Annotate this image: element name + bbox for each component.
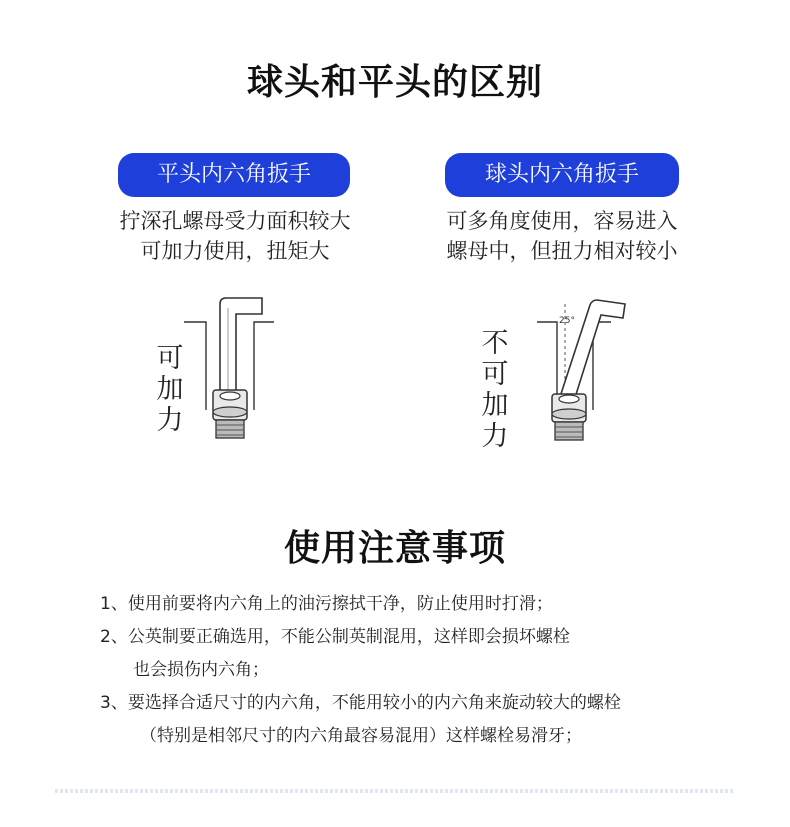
vertical-char: 力: [156, 405, 184, 436]
flat-head-description: [85, 206, 385, 266]
flat-head-desc-line1: 拧深孔螺母受力面积较大: [119, 209, 351, 233]
bolt-head-icon: [552, 394, 586, 440]
vertical-char: 力: [481, 421, 509, 452]
note-item-continuation: （特别是相邻尺寸的内六角最容易混用）这样螺栓易滑牙；: [140, 726, 582, 746]
usage-notes-list: [100, 588, 760, 753]
ball-head-desc-line2: 螺母中，但扭力相对较小: [446, 239, 678, 263]
hex-key-icon: [220, 298, 262, 398]
ball-head-desc-line1: 可多角度使用，容易进入: [446, 209, 678, 233]
vertical-char: 不: [481, 328, 509, 359]
vertical-char: 加: [481, 390, 509, 421]
angle-label: 25°: [559, 316, 575, 326]
ball-head-wrench-badge: 球头内六角扳手: [445, 153, 679, 197]
flat-head-wrench-badge: 平头内六角扳手: [118, 153, 350, 197]
flat-head-desc-line2: 可加力使用，扭矩大: [140, 239, 330, 263]
ball-head-description: [412, 206, 712, 266]
section-title-usage-notes: 使用注意事项: [283, 528, 506, 569]
section-title-difference: 球头和平头的区别: [246, 62, 543, 103]
note-item: 2、公英制要正确选用，不能公制英制混用，这样即会损坏螺栓: [100, 627, 570, 647]
bolt-head-icon: [213, 390, 247, 438]
vertical-char: 加: [156, 374, 184, 405]
note-item: 3、要选择合适尺寸的内六角，不能用较小的内六角来旋动较大的螺栓: [100, 693, 621, 713]
cannot-apply-force-label: [478, 328, 512, 452]
note-item-continuation: 也会损伤内六角；: [133, 660, 269, 680]
note-item: 1、使用前要将内六角上的油污擦拭干净，防止使用时打滑；: [100, 594, 553, 614]
bottom-divider: [55, 789, 735, 793]
vertical-char: 可: [481, 359, 509, 390]
vertical-char: 可: [156, 343, 184, 374]
can-apply-force-label: [153, 343, 187, 436]
